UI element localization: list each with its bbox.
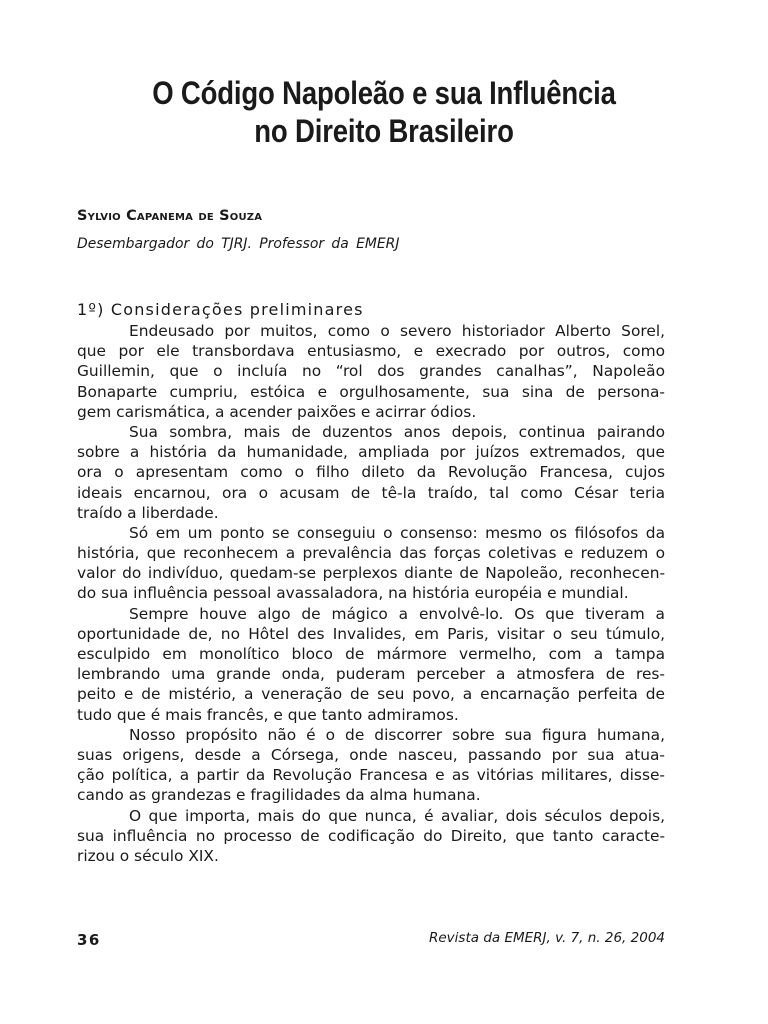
author-affiliation: Desembargador do TJRJ. Professor da EMERJ <box>77 236 400 252</box>
text-line: traído a liberdade. <box>77 503 219 522</box>
text-line: ora o apresentam como o filho dileto da Revolução Francesa, cujos <box>77 463 665 482</box>
text-line: O que importa, mais do que nunca, é avaliar, dois séculos depois, <box>129 806 665 825</box>
author-name: Sylvio Capanema de Souza <box>77 208 263 224</box>
paragraph <box>77 523 665 604</box>
text-line: Nosso propósito não é o de discorrer sobre sua figura humana, <box>129 725 665 744</box>
text-line: valor do indivíduo, quedam-se perplexos diante de Napoleão, reconhecen- <box>77 564 665 583</box>
text-line: que por ele transbordava entusiasmo, e execrado por outros, como <box>77 342 665 361</box>
page-number: 36 <box>77 931 101 949</box>
text-line: peito e de mistério, a veneração de seu povo, a encarnação perfeita de <box>77 685 665 704</box>
section-heading: 1º) Considerações preliminares <box>77 300 364 319</box>
text-line: rizou o século XIX. <box>77 846 219 865</box>
paragraph <box>77 604 665 725</box>
article-title <box>54 74 714 150</box>
text-line: do sua influência pessoal avassaladora, na história européia e mundial. <box>77 584 629 603</box>
text-line: cando as grandezas e fragilidades da alma humana. <box>77 786 481 805</box>
text-line: Guillemin, que o incluía no “rol dos grandes canalhas”, Napoleão <box>77 362 665 381</box>
journal-citation: Revista da EMERJ, v. 7, n. 26, 2004 <box>429 930 665 946</box>
text-line: lembrando uma grande onda, puderam perceber a atmosfera de res- <box>77 665 665 684</box>
text-line: sobre a história da humanidade, ampliada por juízos extremados, que <box>77 443 665 462</box>
text-line: história, que reconhecem a prevalência das forças coletivas e reduzem o <box>77 544 665 563</box>
text-line: ção política, a partir da Revolução Francesa e as vitórias militares, disse- <box>77 766 665 785</box>
text-line: Endeusado por muitos, como o severo historiador Alberto Sorel, <box>129 322 665 340</box>
text-line: esculpido em monolítico bloco de mármore vermelho, com a tampa <box>77 645 665 663</box>
text-line: oportunidade de, no Hôtel des Invalides, em Paris, visitar o seu túmulo, <box>77 624 665 643</box>
text-line: tudo que é mais francês, e que tanto admiramos. <box>77 705 459 724</box>
article-title-line-1: O Código Napoleão e sua Influência <box>152 75 616 111</box>
article-title-line-2: no Direito Brasileiro <box>254 113 514 149</box>
paragraph <box>77 725 665 806</box>
text-line: gem carismática, a acender paixões e acirrar ódios. <box>77 402 477 421</box>
text-line: Sua sombra, mais de duzentos anos depois, continua pairando <box>129 422 665 441</box>
text-line: sua influência no processo de codificação do Direito, que tanto caracte- <box>77 826 665 845</box>
paragraph <box>77 422 665 523</box>
text-line: ideais encarnou, ora o acusam de tê-la traído, tal como César teria <box>77 483 665 502</box>
text-line: Só em um ponto se conseguiu o consenso: mesmo os filósofos da <box>129 523 665 542</box>
article-body <box>77 321 665 866</box>
text-line: suas origens, desde a Córsega, onde nasceu, passando por sua atua- <box>77 745 665 764</box>
paragraph <box>77 321 665 422</box>
text-line: Sempre houve algo de mágico a envolvê-lo. Os que tiveram a <box>129 604 665 623</box>
text-line: Bonaparte cumpriu, estóica e orgulhosamente, sua sina de persona- <box>77 382 665 401</box>
paragraph <box>77 806 665 867</box>
